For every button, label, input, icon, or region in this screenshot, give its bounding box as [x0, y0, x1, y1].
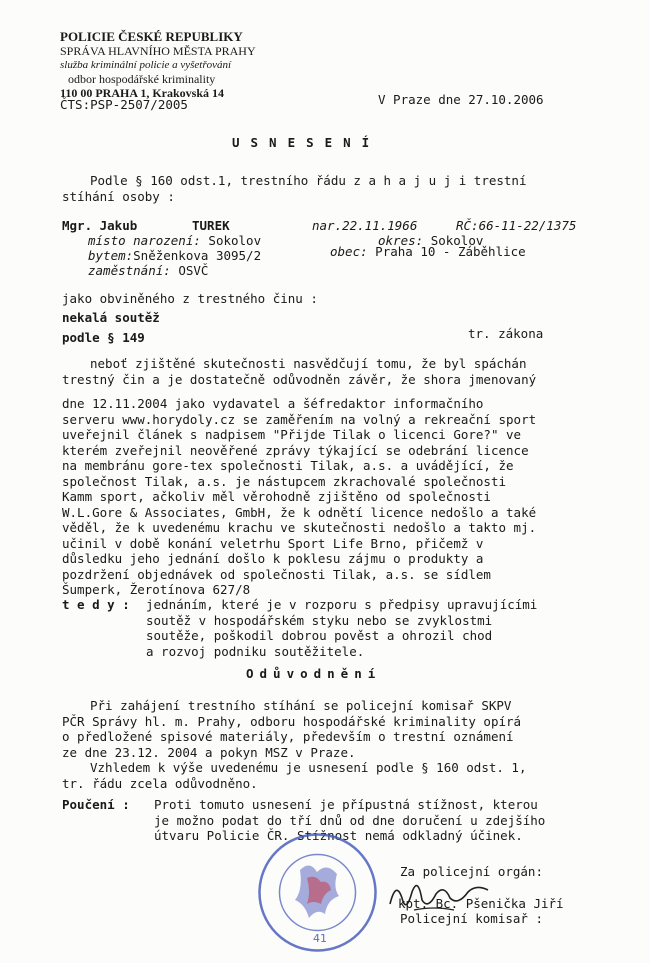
employment-value: OSVČ	[178, 263, 209, 278]
facts-line: kterém zveřejnil neověřené zprávy týkající se odebrání licence	[62, 442, 529, 458]
employment-label: zaměstnání:	[88, 263, 171, 278]
facts-line: společnost Tilak, a.s. je nástupcem zkrachovalé společnosti	[62, 473, 507, 489]
birthplace-label: místo narození:	[88, 233, 201, 248]
address-value: Sněženkova 3095/2	[133, 248, 262, 263]
facts-line: Kamm sport, ačkoliv měl věrohodně zjištěno od společnosti	[62, 489, 491, 504]
facts-line: pozdržení objednávek od společnosti Tilak, a.s. se sídlem	[62, 566, 491, 582]
org-division: SPRÁVA HLAVNÍHO MĚSTA PRAHY	[60, 44, 256, 58]
reasoning-p1	[62, 698, 582, 760]
law-name: tr. zákona	[468, 326, 544, 341]
document-title: USNESENÍ	[232, 135, 381, 150]
municipality-row	[330, 244, 526, 259]
officer-name: kpt. Bc. Pšenička Jiří	[398, 896, 564, 911]
person-surname: TUREK	[192, 218, 230, 233]
for-officer: Za policejní orgán:	[400, 864, 543, 879]
tedy-line: soutěže, poškodil dobrou pověst a ohrozil chod	[146, 628, 493, 643]
officer-role: Policejní komisař :	[400, 911, 543, 926]
instruction-line: je možno podat do tří dnů od dne doručení u zdejšího	[154, 812, 546, 828]
facts-line: trestný čin a je dostatečně odůvodněn závěr, že shora jmenovaný	[62, 371, 537, 387]
facts-line: Šumperk, Žerotínova 627/8	[62, 582, 251, 597]
address-row	[88, 248, 261, 263]
birthplace-row	[88, 233, 261, 248]
reasoning-line: ze dne 23.12. 2004 a pokyn MSZ v Praze.	[62, 744, 356, 760]
facts-body	[62, 396, 582, 598]
tedy-line: a rozvoj podniku soutěžitele.	[146, 643, 365, 659]
instruction-label: Poučení :	[62, 797, 130, 812]
instruction-line: Proti tomuto usnesení je přípustná stížnost, kterou	[154, 797, 538, 812]
intro-line-1: Podle § 160 odst.1, trestního řádu z a h a j u j i trestní	[90, 173, 527, 188]
tedy-label: t e d y :	[62, 597, 130, 612]
stamp-number: 41	[313, 932, 327, 945]
address-label: bytem:	[88, 248, 134, 263]
reasoning-line: o předložené spisové materiály, především o trestní oznámení	[62, 729, 514, 744]
birth-date: nar.22.11.1966	[312, 218, 418, 233]
official-stamp	[255, 830, 380, 955]
reasoning-title: Odůvodnění	[246, 666, 382, 681]
municipality-value: Praha 10 - Záběhlice	[375, 244, 526, 259]
intro-line-2: stíhání osoby :	[62, 188, 175, 204]
accused-as: jako obviněného z trestného činu :	[62, 291, 318, 306]
crime-paragraph: podle § 149	[62, 330, 145, 345]
facts-line: uveřejnil článek s nadpisem "Přijde Tilak o licenci Gore?" ve	[62, 427, 522, 442]
reasoning-line: PČR Správy hl. m. Prahy, odboru hospodářské kriminality opírá	[62, 713, 522, 729]
tedy-body	[146, 597, 586, 659]
org-address: 110 00 PRAHA 1, Krakovská 14	[60, 86, 225, 100]
org-service: služba kriminální policie a vyšetřování	[60, 59, 232, 71]
facts-line: serveru www.horydoly.cz se zaměřením na volný a rekreační sport	[62, 411, 537, 427]
org-department: odbor hospodářské kriminality	[68, 72, 216, 86]
reasoning-line: tr. řádu zcela odůvodněno.	[62, 775, 258, 791]
instruction-line: útvaru Policie ČR. Stížnost nemá odkladný účinek.	[154, 828, 523, 843]
district-value: Sokolov	[430, 233, 484, 248]
birth-number: RČ:66-11-22/1375	[456, 218, 577, 233]
facts-line: věděl, že k uvedenému krachu ve skutečnosti nedošlo a takto mj.	[62, 520, 537, 535]
reference-number: ČTS:PSP-2507/2005	[60, 97, 188, 112]
stamp-seal-icon	[255, 830, 380, 955]
reasoning-line: Při zahájení trestního stíhání se policejní komisař SKPV	[90, 698, 512, 713]
letterhead	[60, 30, 256, 100]
intro	[62, 173, 582, 204]
employment-row	[88, 263, 208, 278]
birthplace-value: Sokolov	[208, 233, 262, 248]
facts-line: důsledku jeho jednání došlo k poklesu zájmu o produkty a	[62, 551, 484, 566]
person-name: Mgr. Jakub	[62, 218, 138, 233]
tedy-line: soutěž v hospodářském styku nebo se zvyklostmi	[146, 612, 493, 628]
facts-intro	[62, 356, 582, 387]
municipality-label: obec:	[330, 244, 368, 259]
facts-line: dne 12.11.2004 jako vydavatel a šéfredaktor informačního	[62, 396, 484, 411]
facts-line: neboť zjištěné skutečnosti nasvědčují tomu, že byl spáchán	[90, 356, 527, 371]
place-date: V Praze dne 27.10.2006	[378, 92, 544, 107]
org-name: POLICIE ČESKÉ REPUBLIKY	[60, 29, 243, 44]
facts-line: na membránu gore-tex společnosti Tilak, a.s. a uvádějící, že	[62, 458, 514, 473]
tedy-line: jednáním, které je v rozporu s předpisy upravujícími	[146, 597, 538, 612]
facts-line: W.L.Gore & Associates, GmbH, že k odnětí licence nedošlo a také	[62, 504, 537, 520]
district-label: okres:	[378, 233, 424, 248]
crime-name: nekalá soutěž	[62, 310, 160, 325]
facts-line: učinil v době konání veletrhu Sport Life Brno, přičemž v	[62, 535, 484, 551]
reasoning-line: Vzhledem k výše uvedenému je usnesení podle § 160 odst. 1,	[90, 760, 527, 775]
reasoning-p2	[62, 760, 582, 791]
